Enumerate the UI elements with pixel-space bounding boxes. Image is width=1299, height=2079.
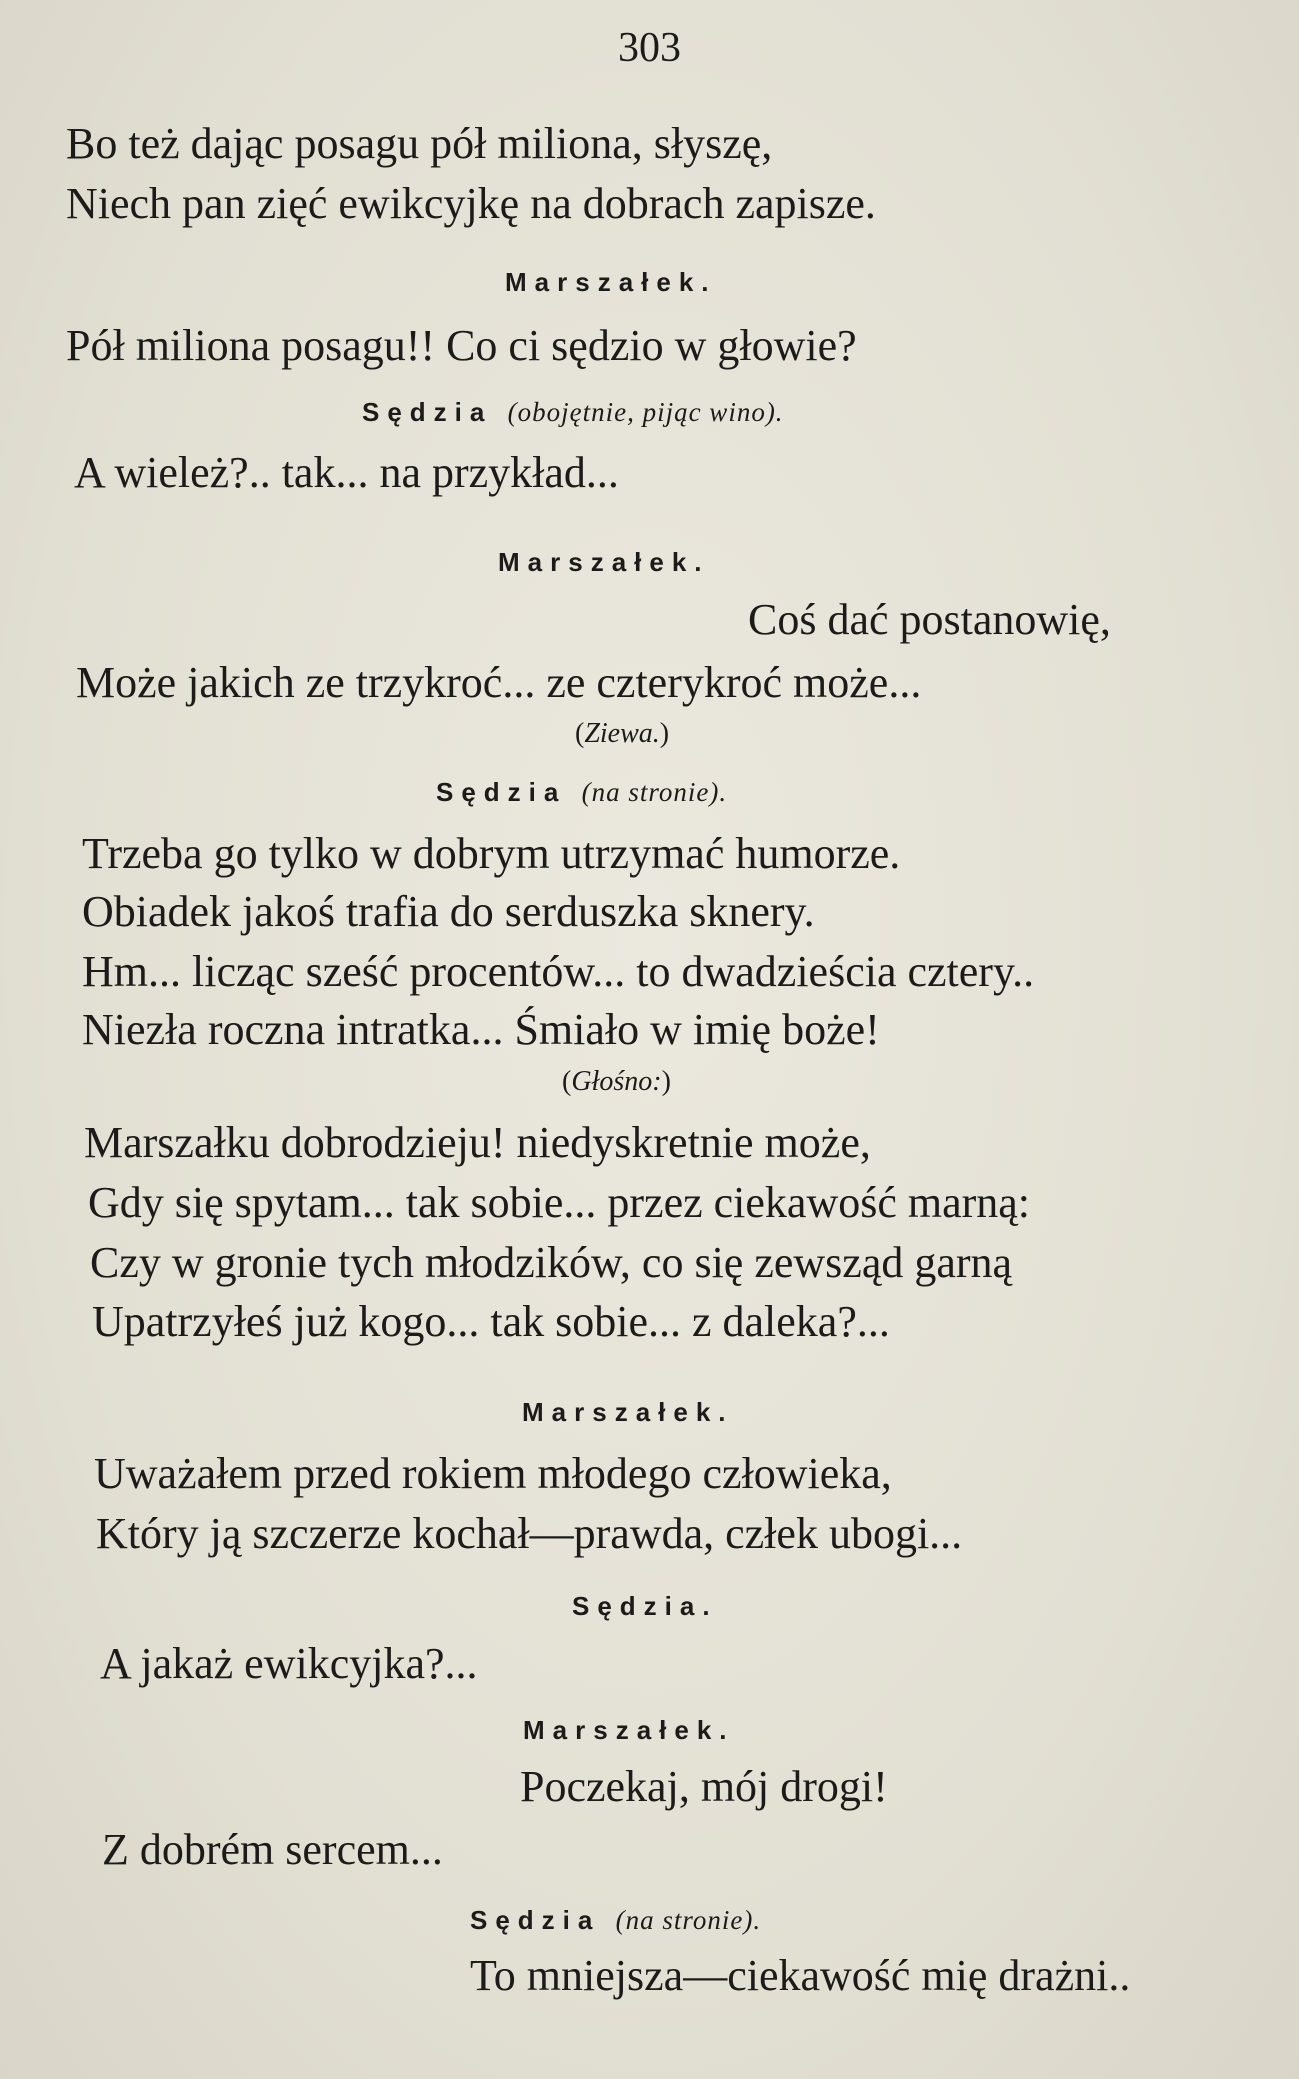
verse-line: Uważałem przed rokiem młodego człowieka,: [94, 1449, 892, 1498]
page-number: 303: [618, 25, 681, 71]
speaker-name: Marszałek.: [505, 267, 717, 297]
verse-line: Czy w gronie tych młodzików, co się zewsząd garną: [90, 1238, 1013, 1287]
verse-line: A wieleż?.. tak... na przykład...: [74, 448, 619, 497]
verse-line: Niech pan zięć ewikcyjkę na dobrach zapisze.: [66, 179, 876, 228]
verse-line: Bo też dając posagu pół miliona, słyszę,: [66, 119, 773, 168]
speaker-name: Marszałek.: [522, 1397, 734, 1427]
verse-line: Coś dać postanowię,: [748, 595, 1111, 644]
speaker-name: Sędzia.: [572, 1591, 718, 1621]
verse-line: Obiadek jakoś trafia do serduszka sknery.: [82, 887, 815, 936]
verse-line: Pół miliona posagu!! Co ci sędzio w głowie?: [66, 321, 857, 370]
verse-line: Niezła roczna intratka... Śmiało w imię boże!: [82, 1005, 880, 1054]
speaker-name: Sędzia: [470, 1905, 601, 1935]
verse-line: Poczekaj, mój drogi!: [520, 1762, 888, 1811]
stage-direction-text: Głośno:: [571, 1066, 662, 1097]
verse-line: Może jakich ze trzykroć... ze czterykroć może...: [76, 658, 922, 707]
speaker-note: (na stronie).: [581, 777, 728, 807]
speaker-line: [436, 772, 727, 812]
verse-line: Z dobrém sercem...: [102, 1825, 443, 1874]
verse-line: A jakaż ewikcyjka?...: [100, 1639, 478, 1688]
speaker-name: Marszałek.: [523, 1715, 735, 1745]
verse-line: Upatrzyłeś już kogo... tak sobie... z daleka?...: [92, 1297, 890, 1346]
speaker-name: Sędzia: [362, 397, 493, 427]
stage-direction: (Ziewa.): [575, 718, 670, 749]
speaker-name: Sędzia: [436, 777, 567, 807]
verse-line: To mniejsza—ciekawość mię drażni..: [470, 1951, 1131, 2000]
stage-direction-text: Ziewa.: [584, 718, 660, 749]
speaker-note: (obojętnie, pijąc wino).: [507, 397, 784, 427]
speaker-line: [470, 1900, 761, 1940]
verse-line: Który ją szczerze kochał—prawda, człek ubogi...: [96, 1509, 963, 1558]
verse-line: Hm... licząc sześć procentów... to dwadzieścia cztery..: [82, 947, 1035, 996]
verse-line: Trzeba go tylko w dobrym utrzymać humorze.: [82, 829, 901, 878]
speaker-name: Marszałek.: [498, 547, 710, 577]
verse-line: Marszałku dobrodzieju! niedyskretnie może,: [84, 1118, 871, 1167]
verse-line: Gdy się spytam... tak sobie... przez ciekawość marną:: [88, 1178, 1031, 1227]
stage-direction: (Głośno:): [562, 1066, 671, 1097]
speaker-line: [362, 392, 784, 432]
speaker-note: (na stronie).: [615, 1905, 762, 1935]
